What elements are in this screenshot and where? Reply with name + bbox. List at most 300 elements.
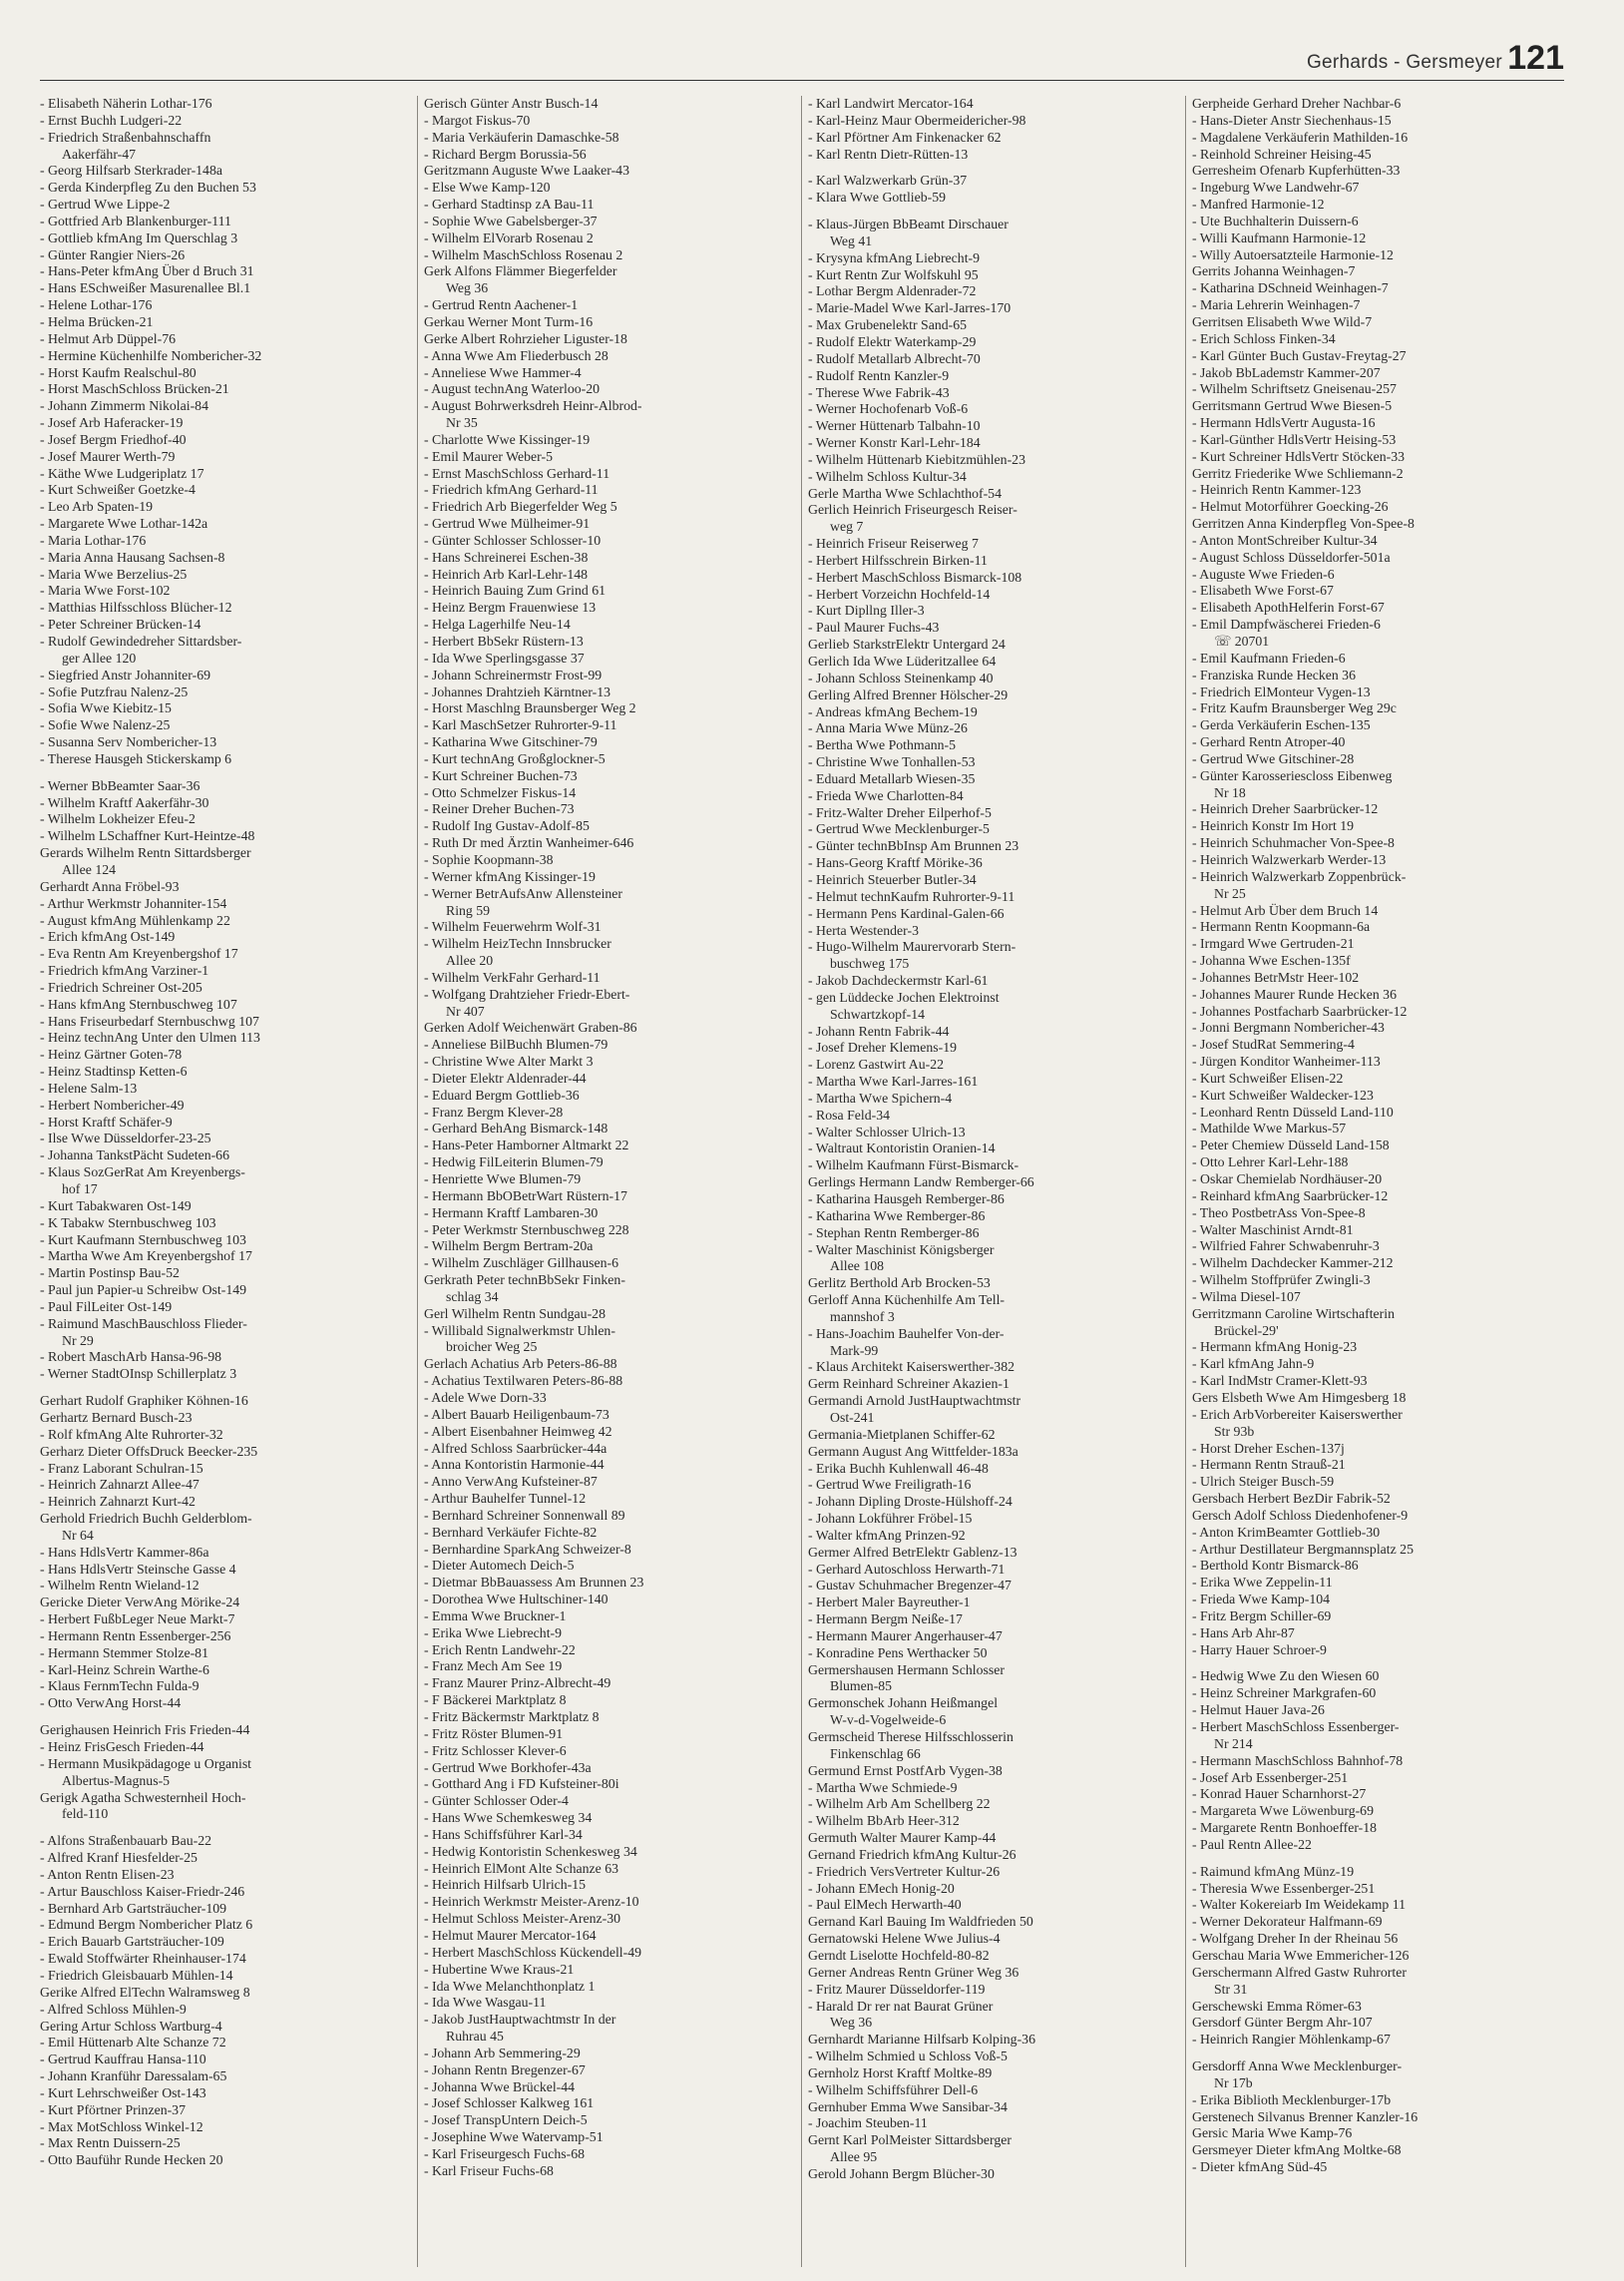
- directory-entry: - Heinrich Schuhmacher Von-Spee-8: [1192, 835, 1395, 851]
- directory-entry: - Herbert Nombericher-49: [40, 1097, 185, 1113]
- directory-entry: - Ingeburg Wwe Landwehr-67: [1192, 180, 1360, 196]
- directory-entry: - Jakob BbLademstr Kammer-207: [1192, 364, 1381, 380]
- directory-entry: Germscheid Therese Hilfsschlosserin: [808, 1729, 1014, 1744]
- directory-entry: - Ida Wwe Melanchthonplatz 1: [424, 1978, 596, 1994]
- directory-entry: - Johann Schloss Steinenkamp 40: [808, 670, 994, 685]
- directory-entry: - Christine Wwe Tonhallen-53: [808, 754, 976, 770]
- directory-entry: Gernand Karl Bauing Im Waldfrieden 50: [808, 1914, 1033, 1930]
- directory-entry: - Willi Kaufmann Harmonie-12: [1192, 229, 1367, 245]
- directory-entry: - Margareta Wwe Löwenburg-69: [1192, 1803, 1374, 1819]
- directory-entry: - Frieda Wwe Kamp-104: [1192, 1592, 1331, 1607]
- directory-entry: - Wilhelm ElVorarb Rosenau 2: [424, 229, 594, 245]
- directory-column-4: [1192, 96, 1561, 2267]
- directory-entry: - Herta Westender-3: [808, 922, 919, 938]
- directory-entry: - Harry Hauer Schroer-9: [1192, 1641, 1327, 1657]
- directory-entry: - Johann Rentn Bregenzer-67: [424, 2061, 586, 2077]
- directory-column-2: [424, 96, 793, 2267]
- directory-entry: - Helmut Motorführer Goecking-26: [1192, 499, 1389, 515]
- directory-entry: - Hugo-Wilhelm Maurervorarb Stern-: [808, 939, 1016, 955]
- directory-entry: - Herbert Hilfsschrein Birken-11: [808, 552, 988, 568]
- directory-entry: - Frieda Wwe Charlotten-84: [808, 787, 964, 803]
- directory-entry: - Maria Lehrerin Weinhagen-7: [1192, 297, 1361, 313]
- directory-entry: - August kfmAng Mühlenkamp 22: [40, 912, 230, 928]
- directory-entry: Gerlieb StarkstrElektr Untergard 24: [808, 637, 1006, 653]
- directory-entry: - Eduard Bergm Gottlieb-36: [424, 1087, 580, 1103]
- directory-entry: - Hermann MaschSchloss Bahnhof-78: [1192, 1752, 1404, 1768]
- directory-entry: Gerhart Rudolf Graphiker Köhnen-16: [40, 1393, 248, 1409]
- directory-entry: - Heinz Stadtinsp Ketten-6: [40, 1064, 188, 1080]
- directory-entry: - Wilhelm Stoffprüfer Zwingli-3: [1192, 1272, 1371, 1288]
- directory-entry: Ruhrau 45: [446, 2029, 504, 2045]
- directory-entry: Gerke Albert Rohrzieher Liguster-18: [424, 330, 627, 346]
- directory-entry: - Helmut Arb Über dem Bruch 14: [1192, 902, 1379, 918]
- directory-entry: - Dorothea Wwe Hultschiner-140: [424, 1592, 609, 1607]
- directory-entry: - Emil Hüttenarb Alte Schanze 72: [40, 2035, 226, 2051]
- directory-entry: - Lorenz Gastwirt Au-22: [808, 1057, 945, 1073]
- directory-entry: - Klaus FernmTechn Fulda-9: [40, 1678, 200, 1694]
- directory-entry: - Heinrich ElMont Alte Schanze 63: [424, 1860, 619, 1876]
- directory-entry: - Karl-Günther HdlsVertr Heising-53: [1192, 431, 1397, 447]
- directory-entry: - Wilfried Fahrer Schwabenruhr-3: [1192, 1238, 1380, 1254]
- directory-entry: - gen Lüddecke Jochen Elektroinst: [808, 989, 1000, 1005]
- directory-entry: - Edmund Bergm Nombericher Platz 6: [40, 1917, 253, 1933]
- directory-entry: Germuth Walter Maurer Kamp-44: [808, 1830, 997, 1846]
- directory-entry: - Elisabeth Näherin Lothar-176: [40, 96, 212, 111]
- column-divider: [801, 96, 802, 2267]
- directory-entry: - Katharina Hausgeh Remberger-86: [808, 1191, 1005, 1206]
- directory-entry: - Ulrich Steiger Busch-59: [1192, 1474, 1335, 1490]
- directory-entry: - Max MotSchloss Winkel-12: [40, 2118, 203, 2134]
- directory-entry: - Reinhold Schreiner Heising-45: [1192, 146, 1372, 162]
- directory-entry: - Hedwig Wwe Zu den Wiesen 60: [1192, 1668, 1380, 1684]
- directory-entry: - Gerhard Autoschloss Herwarth-71: [808, 1561, 1006, 1577]
- directory-entry: - Martha Wwe Schmiede-9: [808, 1779, 958, 1795]
- directory-entry: - Erich Schloss Finken-34: [1192, 330, 1336, 346]
- directory-entry: - Martha Wwe Karl-Jarres-161: [808, 1074, 979, 1090]
- directory-entry: - Helmut Schloss Meister-Arenz-30: [424, 1911, 621, 1927]
- directory-entry: - Harald Dr rer nat Baurat Grüner: [808, 1998, 994, 2014]
- directory-entry: - Irmgard Wwe Gertruden-21: [1192, 936, 1355, 952]
- directory-entry: - Werner Hochofenarb Voß-6: [808, 401, 969, 417]
- directory-entry: - Franz Bergm Klever-28: [424, 1104, 564, 1120]
- directory-entry: - Johann Arb Semmering-29: [424, 2045, 581, 2060]
- directory-entry: - Richard Bergm Borussia-56: [424, 146, 587, 162]
- directory-entry: - Werner kfmAng Kissinger-19: [424, 868, 596, 884]
- entry-gap: [40, 1823, 409, 1833]
- directory-entry: - Willibald Signalwerkmstr Uhlen-: [424, 1322, 615, 1338]
- directory-entry: Gerike Alfred ElTechn Walramsweg 8: [40, 1984, 250, 2000]
- directory-entry: - Eduard Metallarb Wiesen-35: [808, 770, 976, 786]
- directory-entry: - Martin Postinsp Bau-52: [40, 1265, 180, 1281]
- directory-entry: Str 31: [1214, 1981, 1248, 1997]
- directory-entry: - Jakob JustHauptwachtmstr In der: [424, 2012, 616, 2028]
- directory-entry: - Hans Schiffsführer Karl-34: [424, 1826, 583, 1842]
- directory-entry: Germann August Ang Wittfelder-183a: [808, 1443, 1018, 1459]
- directory-entry: Gerhold Friedrich Buchh Gelderblom-: [40, 1511, 252, 1527]
- directory-entry: - Klaus Architekt Kaiserswerther-382: [808, 1359, 1015, 1375]
- directory-entry: - Hans ESchweißer Masurenallee Bl.1: [40, 280, 251, 296]
- directory-entry: - Anneliese Wwe Hammer-4: [424, 364, 582, 380]
- directory-entry: - Emil Kaufmann Frieden-6: [1192, 650, 1346, 666]
- directory-entry: - Fritz Bäckermstr Marktplatz 8: [424, 1709, 600, 1724]
- directory-entry: - Hermann HdlsVertr Augusta-16: [1192, 415, 1376, 431]
- directory-entry: - Gertrud Kauffrau Hansa-110: [40, 2052, 206, 2067]
- directory-entry: - Herbert BbSekr Rüstern-13: [424, 634, 584, 649]
- directory-entry: - Wilhelm LSchaffner Kurt-Heintze-48: [40, 828, 255, 844]
- directory-entry: - Oskar Chemielab Nordhäuser-20: [1192, 1171, 1383, 1186]
- directory-entry: Gersmeyer Dieter kfmAng Moltke-68: [1192, 2142, 1402, 2158]
- directory-entry: - Adele Wwe Dorn-33: [424, 1389, 547, 1405]
- directory-entry: - Margarete Wwe Lothar-142a: [40, 516, 208, 532]
- directory-entry: - Karl MaschSetzer Ruhrorter-9-11: [424, 717, 617, 733]
- directory-entry: - Hermann Stemmer Stolze-81: [40, 1644, 208, 1660]
- directory-entry: - Therese Wwe Fabrik-43: [808, 384, 950, 400]
- directory-entry: - Hans-Peter kfmAng Über d Bruch 31: [40, 263, 254, 279]
- directory-entry: - Henriette Wwe Blumen-79: [424, 1171, 582, 1186]
- directory-entry: - Erich Rentn Landwehr-22: [424, 1641, 576, 1657]
- directory-entry: - Gerhard Rentn Atroper-40: [1192, 734, 1346, 750]
- directory-entry: - Gustav Schuhmacher Bregenzer-47: [808, 1578, 1012, 1594]
- directory-entry: - Josef Arb Essenberger-251: [1192, 1769, 1349, 1785]
- directory-entry: - Hans Wwe Schemkesweg 34: [424, 1810, 593, 1826]
- directory-entry: - Kurt Lehrschweißer Ost-143: [40, 2084, 206, 2100]
- directory-entry: - Werner Hüttenarb Talbahn-10: [808, 418, 981, 434]
- directory-entry: - Jonni Bergmann Nombericher-43: [1192, 1020, 1385, 1036]
- directory-entry: - Werner BetrAufsAnw Allensteiner: [424, 885, 623, 901]
- directory-entry: - Wilhelm Lokheizer Efeu-2: [40, 811, 196, 827]
- directory-entry: - Friedrich kfmAng Varziner-1: [40, 963, 209, 979]
- directory-entry: Gerlitz Berthold Arb Brocken-53: [808, 1275, 991, 1291]
- directory-entry: - Karl Friseurgesch Fuchs-68: [424, 2145, 586, 2161]
- directory-entry: Gerl Wilhelm Rentn Sundgau-28: [424, 1305, 606, 1321]
- directory-entry: - Franz Maurer Prinz-Albrecht-49: [424, 1675, 611, 1691]
- directory-entry: - Hedwig FilLeiterin Blumen-79: [424, 1154, 604, 1170]
- directory-entry: Gerresheim Ofenarb Kupferhütten-33: [1192, 163, 1401, 179]
- directory-entry: - Hermann Musikpädagoge u Organist: [40, 1755, 252, 1771]
- directory-entry: Gernhuber Emma Wwe Sansibar-34: [808, 2098, 1008, 2114]
- directory-entry: - Kurt Schweißer Waldecker-123: [1192, 1087, 1374, 1103]
- directory-entry: - Maria Wwe Forst-102: [40, 583, 171, 599]
- directory-entry: Nr 214: [1214, 1735, 1253, 1751]
- directory-entry: - Hans HdlsVertr Steinsche Gasse 4: [40, 1561, 236, 1577]
- directory-entry: - Günter Schlosser Schlosser-10: [424, 532, 602, 548]
- directory-entry: Gerkrath Peter technBbSekr Finken-: [424, 1272, 625, 1288]
- directory-entry: Gering Artur Schloss Wartburg-4: [40, 2018, 222, 2034]
- directory-column-1: [40, 96, 409, 2267]
- directory-entry: - Ernst Buchh Ludgeri-22: [40, 112, 183, 128]
- directory-entry: - Sofie Putzfrau Nalenz-25: [40, 684, 189, 699]
- directory-entry: Gerkau Werner Mont Turm-16: [424, 313, 594, 329]
- directory-entry: - Max Grubenelektr Sand-65: [808, 317, 968, 333]
- directory-entry: Gersbach Herbert BezDir Fabrik-52: [1192, 1491, 1391, 1507]
- directory-entry: - Klaus SozGerRat Am Kreyenbergs-: [40, 1164, 245, 1180]
- directory-entry: - Gertrud Wwe Borkhofer-43a: [424, 1759, 592, 1775]
- directory-entry: - Heinrich Konstr Im Hort 19: [1192, 818, 1355, 834]
- directory-entry: - Magdalene Verkäuferin Mathilden-16: [1192, 129, 1409, 145]
- directory-entry: - Friedrich Gleisbauarb Mühlen-14: [40, 1967, 233, 1983]
- directory-entry: Ost-241: [830, 1409, 875, 1425]
- directory-entry: - Heinrich Zahnarzt Allee-47: [40, 1477, 200, 1493]
- directory-entry: - Hermann Bergm Neiße-17: [808, 1611, 963, 1627]
- directory-entry: - Wilhelm Schriftsetz Gneisenau-257: [1192, 381, 1397, 397]
- directory-entry: - Friedrich ElMonteur Vygen-13: [1192, 684, 1371, 699]
- directory-entry: Gerritsen Elisabeth Wwe Wild-7: [1192, 313, 1373, 329]
- directory-entry: Gers Elsbeth Wwe Am Himgesberg 18: [1192, 1389, 1407, 1405]
- directory-entry: Gerken Adolf Weichenwärt Graben-86: [424, 1020, 637, 1036]
- directory-entry: Gernholz Horst Kraftf Moltke-89: [808, 2064, 993, 2080]
- directory-entry: - Werner Konstr Karl-Lehr-184: [808, 435, 981, 451]
- directory-entry: - Berthold Kontr Bismarck-86: [1192, 1558, 1359, 1574]
- directory-entry: - Karl Günter Buch Gustav-Freytag-27: [1192, 347, 1407, 363]
- directory-entry: weg 7: [830, 519, 864, 535]
- directory-entry: Gerighausen Heinrich Fris Frieden-44: [40, 1722, 250, 1738]
- directory-entry: Schwartzkopf-14: [830, 1006, 926, 1022]
- directory-entry: Allee 108: [830, 1258, 885, 1274]
- directory-entry: - Anton Rentn Elisen-23: [40, 1866, 175, 1882]
- directory-entry: - Hermann kfmAng Honig-23: [1192, 1339, 1358, 1355]
- directory-entry: - Kurt Schweißer Elisen-22: [1192, 1070, 1344, 1086]
- directory-entry: buschweg 175: [830, 956, 910, 972]
- directory-entry: - Andreas kfmAng Bechem-19: [808, 703, 978, 719]
- directory-entry: - Walter Maschinist Arndt-81: [1192, 1221, 1354, 1237]
- directory-entry: - Kurt Rentn Zur Wolfskuhl 95: [808, 266, 979, 282]
- directory-entry: Gerold Johann Bergm Blücher-30: [808, 2165, 995, 2181]
- directory-entry: - Johann Lokführer Fröbel-15: [808, 1511, 973, 1527]
- directory-entry: - Mathilde Wwe Markus-57: [1192, 1121, 1347, 1137]
- directory-entry: Gersch Adolf Schloss Diedenhofener-9: [1192, 1507, 1409, 1523]
- directory-entry: - Anneliese BilBuchh Blumen-79: [424, 1037, 609, 1053]
- directory-entry: - Wilhelm Arb Am Schellberg 22: [808, 1796, 991, 1812]
- directory-entry: - Josef Maurer Werth-79: [40, 448, 176, 464]
- directory-entry: - Helmut Hauer Java-26: [1192, 1702, 1325, 1718]
- directory-entry: - Elisabeth Wwe Forst-67: [1192, 583, 1334, 599]
- directory-entry: Gerschewski Emma Römer-63: [1192, 1998, 1362, 2014]
- directory-entry: - Karl Walzwerkarb Grün-37: [808, 173, 968, 189]
- directory-entry: - Franziska Runde Hecken 36: [1192, 667, 1356, 683]
- directory-entry: - Helene Salm-13: [40, 1080, 138, 1096]
- directory-entry: - Josephine Wwe Watervamp-51: [424, 2129, 604, 2145]
- directory-entry: - Otto Lehrer Karl-Lehr-188: [1192, 1154, 1349, 1170]
- directory-entry: - Anna Kontoristin Harmonie-44: [424, 1457, 605, 1473]
- directory-entry: - Bernhardine SparkAng Schweizer-8: [424, 1541, 631, 1557]
- directory-entry: - Gertrud Wwe Gitschiner-28: [1192, 750, 1355, 766]
- directory-entry: - Hermann Rentn Strauß-21: [1192, 1457, 1346, 1473]
- directory-entry: - Margarete Rentn Bonhoeffer-18: [1192, 1820, 1378, 1836]
- directory-entry: - Rolf kfmAng Alte Ruhrorter-32: [40, 1426, 223, 1442]
- directory-entry: - Gertrud Wwe Lippe-2: [40, 197, 171, 213]
- directory-entry: Gerlings Hermann Landw Remberger-66: [808, 1174, 1034, 1190]
- directory-entry: - Werner Dekorateur Halfmann-69: [1192, 1914, 1383, 1930]
- directory-entry: Gerritsmann Gertrud Wwe Biesen-5: [1192, 398, 1393, 414]
- directory-entry: - Emma Wwe Bruckner-1: [424, 1607, 567, 1623]
- directory-entry: - Hedwig Kontoristin Schenkesweg 34: [424, 1843, 637, 1859]
- directory-entry: - Maria Anna Hausang Sachsen-8: [40, 549, 225, 565]
- directory-entry: - Ida Wwe Wasgau-11: [424, 1995, 547, 2011]
- directory-entry: - Wilhelm BbArb Heer-312: [808, 1813, 960, 1829]
- directory-entry: ger Allee 120: [62, 650, 137, 666]
- directory-entry: - Sophie Koopmann-38: [424, 851, 554, 867]
- directory-entry: - Hans Friseurbedarf Sternbuschwg 107: [40, 1013, 259, 1029]
- directory-entry: - Erika Biblioth Mecklenburger-17b: [1192, 2091, 1392, 2107]
- directory-entry: - Kurt Dipllng Iller-3: [808, 603, 925, 619]
- directory-entry: - Heinrich Friseur Reiserweg 7: [808, 536, 979, 552]
- directory-entry: feld-110: [62, 1806, 109, 1822]
- directory-entry: - Wolfgang Drahtzieher Friedr-Ebert-: [424, 986, 630, 1002]
- directory-entry: - Hubertine Wwe Kraus-21: [424, 1961, 575, 1977]
- directory-entry: - Wilhelm Zuschläger Gillhausen-6: [424, 1255, 618, 1271]
- directory-entry: Nr 35: [446, 415, 478, 431]
- directory-entry: - Emil Maurer Weber-5: [424, 448, 553, 464]
- directory-entry: Nr 18: [1214, 784, 1246, 800]
- directory-entry: - Fritz Maurer Düsseldorfer-119: [808, 1981, 986, 1997]
- directory-entry: - Josef Schlosser Kalkweg 161: [424, 2095, 595, 2111]
- directory-entry: - Anna Wwe Am Fliederbusch 28: [424, 347, 609, 363]
- directory-entry: - Wilhelm Rentn Wieland-12: [40, 1578, 200, 1594]
- directory-entry: - Hermann Kraftf Lambaren-30: [424, 1204, 599, 1220]
- directory-entry: - Gertrud Wwe Mecklenburger-5: [808, 821, 990, 837]
- directory-entry: - Hans kfmAng Sternbuschweg 107: [40, 996, 237, 1012]
- page-number: 121: [1507, 39, 1564, 77]
- directory-entry: - Katharina Wwe Gitschiner-79: [424, 734, 598, 750]
- page-header: [40, 36, 1564, 81]
- directory-entry: - Paul ElMech Herwarth-40: [808, 1897, 962, 1913]
- directory-entry: - Martha Wwe Spichern-4: [808, 1090, 953, 1106]
- directory-entry: Gerner Andreas Rentn Grüner Weg 36: [808, 1964, 1019, 1980]
- directory-entry: - Hans-Dieter Anstr Siechenhaus-15: [1192, 112, 1392, 128]
- entry-gap: [1192, 2049, 1561, 2058]
- directory-entry: - Dieter Elektr Aldenrader-44: [424, 1070, 587, 1086]
- directory-entry: - Raimund MaschBauschloss Flieder-: [40, 1315, 247, 1331]
- directory-entry: Nr 17b: [1214, 2074, 1253, 2090]
- directory-entry: - K Tabakw Sternbuschweg 103: [40, 1214, 216, 1230]
- directory-entry: Gerrits Johanna Weinhagen-7: [1192, 263, 1356, 279]
- directory-entry: Geritzmann Auguste Wwe Laaker-43: [424, 163, 629, 179]
- directory-entry: - Walter Schlosser Ulrich-13: [808, 1124, 966, 1140]
- column-divider: [1185, 96, 1186, 2267]
- directory-entry: - Charlotte Wwe Kissinger-19: [424, 431, 591, 447]
- directory-entry: Germonschek Johann Heißmangel: [808, 1695, 999, 1711]
- directory-entry: - Josef StudRat Semmering-4: [1192, 1037, 1355, 1053]
- directory-entry: - Friedrich VersVertreter Kultur-26: [808, 1863, 1001, 1879]
- directory-entry: Gerlich Heinrich Friseurgesch Reiser-: [808, 502, 1017, 518]
- directory-entry: Allee 95: [830, 2149, 878, 2165]
- directory-entry: Gerle Martha Wwe Schlachthof-54: [808, 485, 1002, 501]
- directory-entry: - Artur Bauschloss Kaiser-Friedr-246: [40, 1883, 245, 1899]
- directory-entry: - Theo PostbetrAss Von-Spee-8: [1192, 1204, 1366, 1220]
- directory-entry: - Wilhelm Feuerwehrm Wolf-31: [424, 919, 602, 935]
- directory-entry: Gerhartz Bernard Busch-23: [40, 1409, 193, 1425]
- directory-entry: - Konrad Hauer Scharnhorst-27: [1192, 1786, 1367, 1802]
- directory-entry: - Heinz Schreiner Markgrafen-60: [1192, 1685, 1377, 1701]
- directory-entry: - Johanna TankstPächt Sudeten-66: [40, 1147, 229, 1163]
- directory-entry: - Elisabeth ApothHelferin Forst-67: [1192, 600, 1385, 616]
- directory-entry: - Peter Werkmstr Sternbuschweg 228: [424, 1221, 629, 1237]
- directory-entry: Gernand Friedrich kfmAng Kultur-26: [808, 1846, 1016, 1862]
- directory-entry: Germer Alfred BetrElektr Gablenz-13: [808, 1544, 1017, 1560]
- directory-entry: hof 17: [62, 1181, 98, 1196]
- directory-entry: - Fritz Röster Blumen-91: [424, 1725, 564, 1741]
- directory-entry: - Hans HdlsVertr Kammer-86a: [40, 1544, 209, 1560]
- directory-entry: Blumen-85: [830, 1678, 893, 1694]
- directory-entry: - Kurt Pförtner Prinzen-37: [40, 2101, 186, 2117]
- directory-entry: - Franz Mech Am See 19: [424, 1658, 563, 1674]
- directory-entry: - Heinz Gärtner Goten-78: [40, 1047, 183, 1063]
- directory-entry: Gerhardt Anna Fröbel-93: [40, 878, 180, 894]
- directory-entry: ☏ 20701: [1214, 634, 1270, 649]
- directory-entry: schlag 34: [446, 1288, 499, 1304]
- directory-entry: - Karl Pförtner Am Finkenacker 62: [808, 129, 1002, 145]
- directory-entry: Gerlach Achatius Arb Peters-86-88: [424, 1356, 617, 1372]
- directory-entry: - Hans-Georg Kraftf Mörike-36: [808, 855, 983, 871]
- directory-entry: - Paul Rentn Allee-22: [1192, 1836, 1312, 1852]
- directory-entry: - Helene Lothar-176: [40, 297, 153, 313]
- directory-entry: - Leo Arb Spaten-19: [40, 499, 154, 515]
- directory-entry: Str 93b: [1214, 1423, 1255, 1439]
- directory-entry: Gerigk Agatha Schwesternheil Hoch-: [40, 1789, 246, 1805]
- directory-entry: - Heinz Bergm Frauenwiese 13: [424, 600, 597, 616]
- directory-entry: - Manfred Harmonie-12: [1192, 197, 1325, 213]
- directory-entry: - Hermine Küchenhilfe Nombericher-32: [40, 347, 262, 363]
- directory-entry: Nr 64: [62, 1527, 94, 1543]
- directory-entry: - Karl Friseur Fuchs-68: [424, 2162, 554, 2178]
- directory-entry: Gersdorf Günter Bergm Ahr-107: [1192, 2015, 1373, 2031]
- directory-entry: - Wilhelm Schloss Kultur-34: [808, 468, 967, 484]
- directory-entry: - Johann Schreinermstr Frost-99: [424, 667, 603, 683]
- directory-entry: - Johannes Maurer Runde Hecken 36: [1192, 986, 1397, 1002]
- column-divider: [417, 96, 418, 2267]
- directory-entry: - Max Rentn Duissern-25: [40, 2135, 181, 2151]
- directory-entry: - Dietmar BbBauassess Am Brunnen 23: [424, 1575, 644, 1591]
- directory-entry: - Horst Kaufm Realschul-80: [40, 364, 197, 380]
- directory-entry: - Hans-Peter Hamborner Altmarkt 22: [424, 1138, 629, 1153]
- directory-entry: - Stephan Rentn Remberger-86: [808, 1224, 980, 1240]
- directory-entry: Gerritzen Anna Kinderpfleg Von-Spee-8: [1192, 516, 1415, 532]
- directory-entry: - Helmut Maurer Mercator-164: [424, 1927, 597, 1943]
- directory-entry: - Katharina Wwe Remberger-86: [808, 1207, 986, 1223]
- directory-entry: - Friedrich Arb Biegerfelder Weg 5: [424, 499, 617, 515]
- directory-entry: - Gottlieb kfmAng Im Querschlag 3: [40, 229, 238, 245]
- directory-entry: - Leonhard Rentn Düsseld Land-110: [1192, 1104, 1394, 1120]
- directory-entry: Nr 407: [446, 1003, 485, 1019]
- directory-entry: - Anton MontSchreiber Kultur-34: [1192, 532, 1378, 548]
- directory-entry: Brückel-29': [1214, 1322, 1279, 1338]
- running-head-range: Gerhards - Gersmeyer: [1306, 52, 1502, 73]
- directory-entry: - Johann Zimmerm Nikolai-84: [40, 398, 208, 414]
- directory-entry: - Dieter Automech Deich-5: [424, 1558, 575, 1574]
- directory-entry: Gerlich Ida Wwe Lüderitzallee 64: [808, 654, 997, 669]
- directory-entry: - Heinrich Steuerber Butler-34: [808, 871, 977, 887]
- directory-entry: - Christine Wwe Alter Markt 3: [424, 1054, 594, 1070]
- directory-entry: - Ute Buchhalterin Duissern-6: [1192, 213, 1359, 228]
- directory-entry: - Anna Maria Wwe Münz-26: [808, 720, 968, 736]
- directory-entry: - Hans-Joachim Bauhelfer Von-der-: [808, 1325, 1005, 1341]
- directory-entry: Gerritz Friederike Wwe Schliemann-2: [1192, 465, 1404, 481]
- directory-entry: - Kurt Schweißer Goetzke-4: [40, 482, 196, 498]
- directory-entry: - Bernhard Verkäufer Fichte-82: [424, 1524, 598, 1540]
- directory-entry: - Joachim Steuben-11: [808, 2115, 928, 2131]
- directory-entry: Gerpheide Gerhard Dreher Nachbar-6: [1192, 96, 1402, 111]
- directory-entry: W-v-d-Vogelweide-6: [830, 1712, 947, 1728]
- entry-gap: [40, 768, 409, 778]
- directory-entry: - Sofie Wwe Nalenz-25: [40, 717, 171, 733]
- directory-entry: Finkenschlag 66: [830, 1745, 921, 1761]
- directory-entry: - Bernhard Arb Gartsträucher-109: [40, 1900, 227, 1916]
- directory-entry: - Johann Rentn Fabrik-44: [808, 1023, 950, 1039]
- directory-entry: - Wilhelm Hüttenarb Kiebitzmühlen-23: [808, 451, 1025, 467]
- directory-entry: - Heinrich Walzwerkarb Werder-13: [1192, 851, 1387, 867]
- directory-entry: - Emil Dampfwäscherei Frieden-6: [1192, 617, 1381, 633]
- directory-entry: Gerling Alfred Brenner Hölscher-29: [808, 686, 1009, 702]
